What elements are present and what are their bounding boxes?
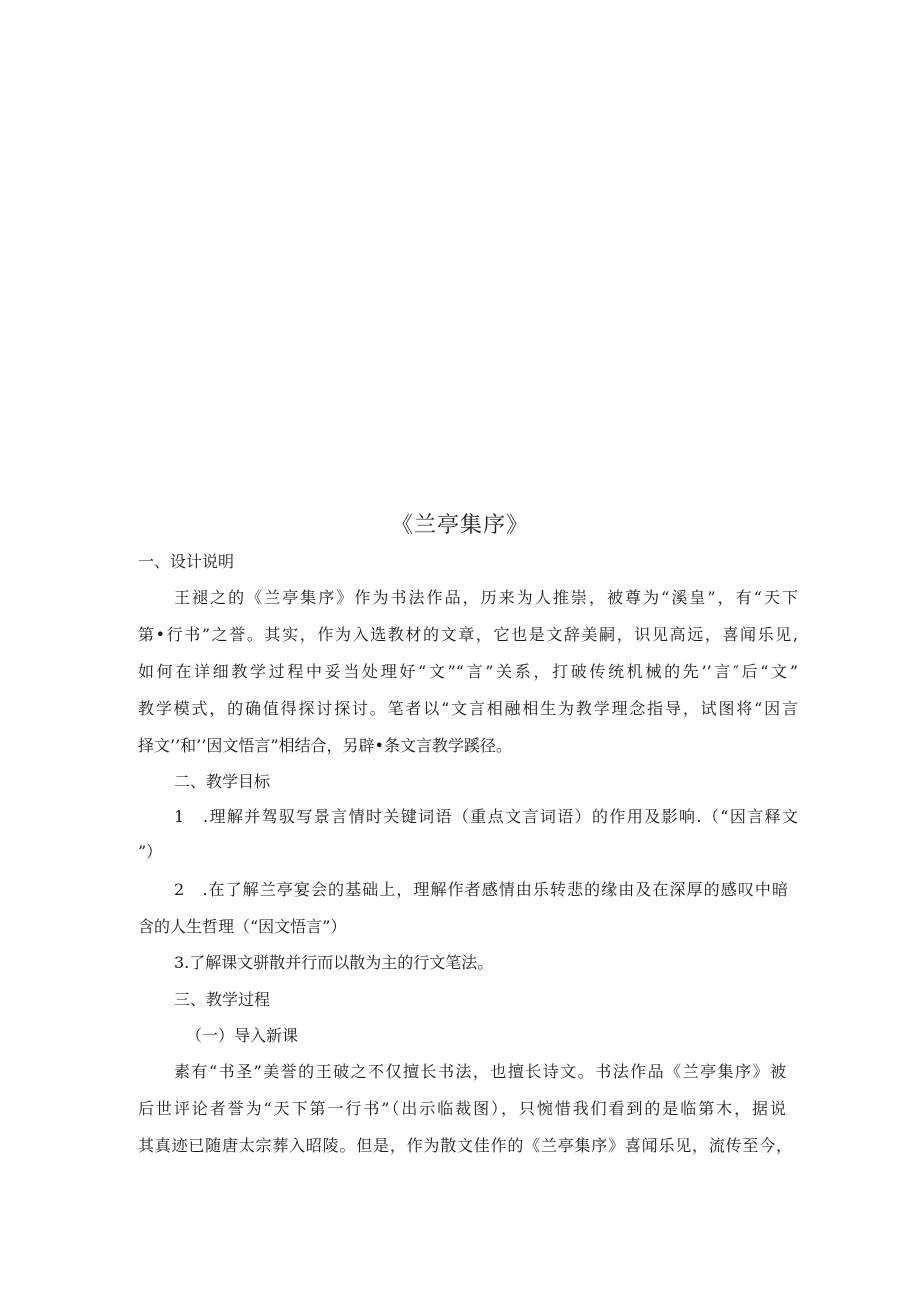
paragraph-line: 择文’’和’’因文悟言”相结合，另辟•条文言教学蹊径。: [138, 736, 512, 755]
goal-item-line: 3.了解课文骈散并行而以散为主的行文笔法。: [174, 953, 494, 972]
paragraph-line: 后世评论者誉为“天下第一行书”（出示临裁图），只惋惜我们看到的是临第木，据说: [138, 1099, 786, 1118]
paragraph-line: 王褪之的《兰亭集序》作为书法作品，历来为人推崇，被尊为“溪皇”，有“天下: [174, 588, 798, 607]
subsection-heading-intro: （一）导入新课: [186, 1026, 299, 1045]
goal-item-line: 1 .理解并驾驭写景言情时关键词语（重点文言词语）的作用及影响.（“因言释文: [174, 807, 798, 826]
paragraph-line: 其真迹已随唐太宗葬入昭陵。但是，作为散文佳作的《兰亭集序》喜闻乐见，流传至今，: [138, 1136, 792, 1155]
goal-item-line: ”）: [138, 842, 163, 861]
section-heading-process: 三、教学过程: [174, 990, 271, 1009]
section-heading-goals: 二、教学目标: [174, 772, 271, 791]
goal-item-line: 含的人生哲理（“因文悟言”）: [138, 917, 347, 936]
document-title: 《兰亭集序》: [390, 513, 529, 538]
paragraph-line: 教学模式，的确值得探讨探讨。笔者以“文言相融相生为教学理念指导，试图将“因言: [138, 699, 798, 718]
section-heading-design: 一、设计说明: [138, 552, 235, 571]
paragraph-line: 素有“书圣”美誉的王破之不仅擅长书法，也擅长诗文。书法作品《兰亭集序》被: [174, 1062, 786, 1081]
goal-item-line: 2 .在了解兰亭宴会的基础上，理解作者感情由乐转悲的缘由及在深厚的感叹中暗: [174, 880, 788, 899]
paragraph-line: 如何在详细教学过程中妥当处理好“文”“言”关系，打破传统机械的先’’言″后“文”: [138, 662, 798, 681]
paragraph-line: 第•行书”之誉。其实，作为入选教材的文章，它也是文辞美嗣，识见高远，喜闻乐见,: [138, 625, 798, 644]
